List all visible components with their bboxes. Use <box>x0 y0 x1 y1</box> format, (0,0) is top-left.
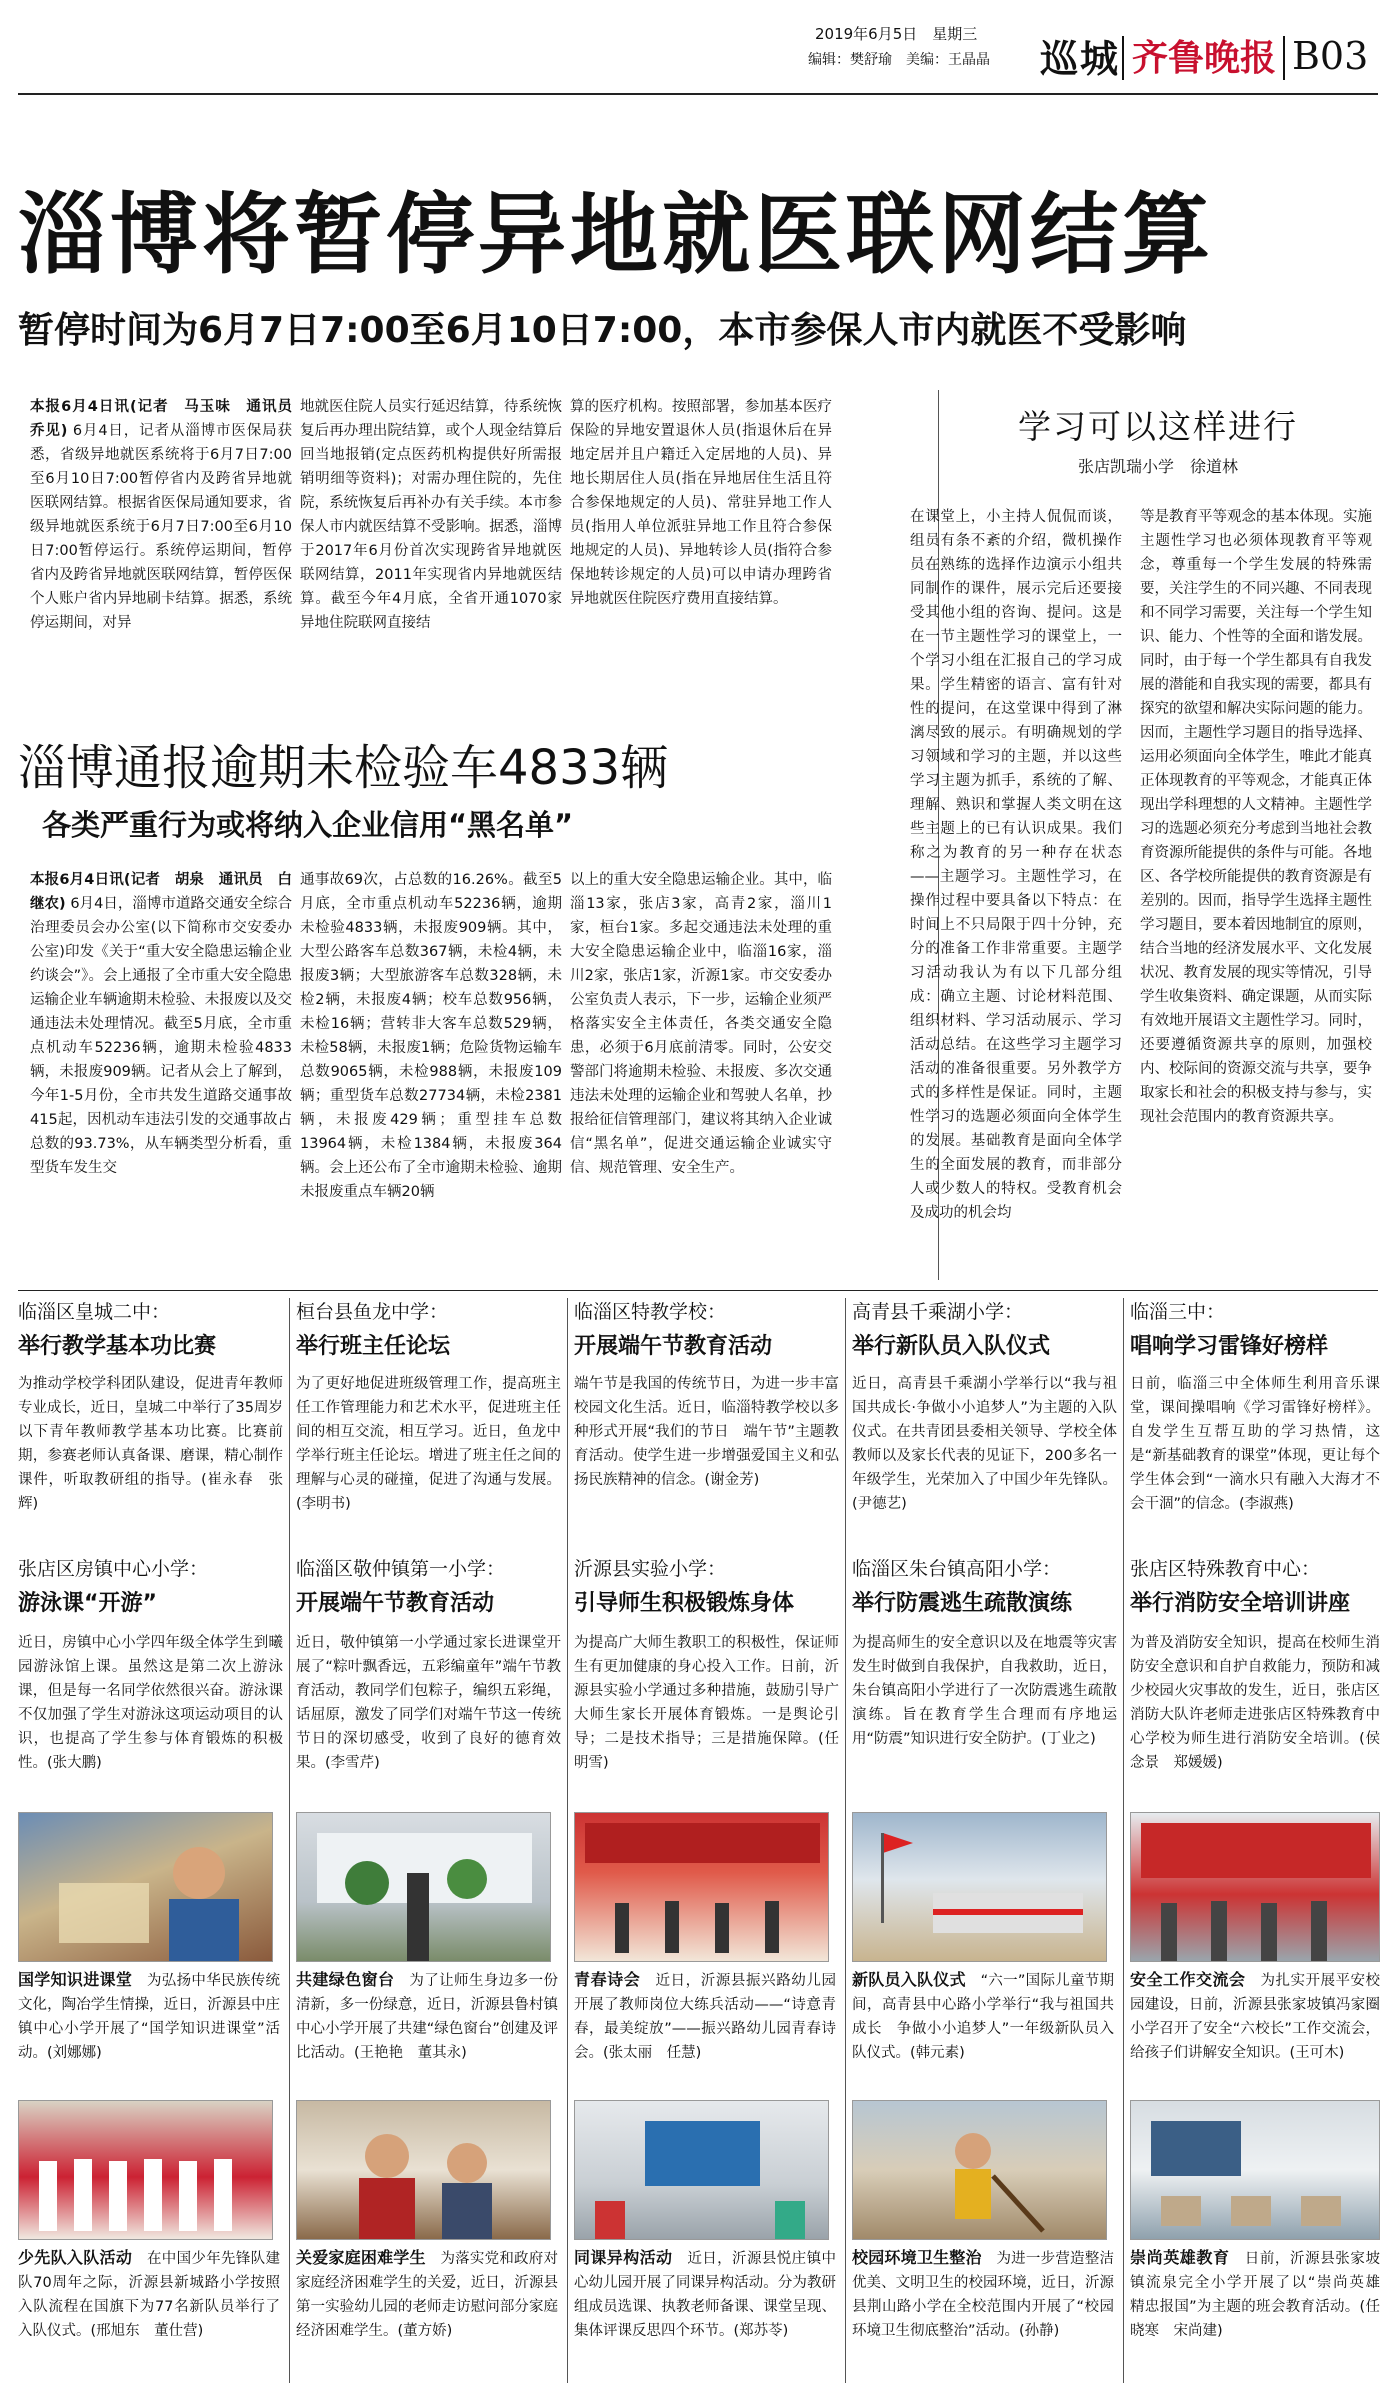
caption-credit: (王艳艳 董其永) <box>354 2045 467 2061</box>
brief-school: 临淄区敬仲镇第一小学： <box>296 1558 506 1580</box>
brief-body: 端午节是我国的传统节日，为进一步丰富校园文化生活。近日，临淄特教学校以多种形式开展“我们的节日 端午节”主题教育活动。使学生进一步增强爱国主义和弘扬民族精神的信念。(谢金芳) <box>574 1376 839 1488</box>
photo-caption <box>574 2246 836 2371</box>
briefs-top-rule <box>18 1290 1378 1291</box>
brief-title: 举行教学基本功比赛 <box>18 1334 217 1359</box>
brief-body: 为提高师生的安全意识以及在地震等灾害发生时做到自我保护，自我救助，近日，朱台镇高阳小学进行了一次防震逃生疏散演练。旨在教育学生合理而有序地运用“防震”知识进行安全防护。(丁业之) <box>852 1635 1117 1747</box>
brief-item <box>574 1555 839 1823</box>
photo-pioneer-ceremony-graphic <box>19 2101 273 2240</box>
photo-caption <box>574 1968 836 2088</box>
lead-column-3: 算的医疗机构。按照部署，参加基本医疗保险的异地安置退休人员(指退休后在异地定居并且户籍迁入定居地的人员)、异地长期居住人员(指在异地居住生活且符合参保地规定的人员)、常驻异地工作人员(指用人单位派驻异地工作且符合参保地规定的人员)、异地转诊人员(指符合参保地转诊规定的人员)可以申请办理跨省异地就医住院医疗费用直接结算。 <box>570 399 832 607</box>
brief-school: 临淄区朱台镇高阳小学： <box>852 1558 1062 1580</box>
column-divider <box>845 1298 846 2383</box>
second-column-3: 以上的重大安全隐患运输企业。其中，临淄13家，张店3家，高青2家，淄川1家，桓台1家。多起交通违法未处理的重大安全隐患运输企业中，临淄16家，淄川2家，张店1家，沂源1家。市交安委办公室负责人表示，下一步，运输企业须严格落实安全主体责任，各类交通安全隐患，必须于6月底前清零。同时，公安交警部门将逾期未检验、未报废、多次交通违法未处理的运输企业和驾驶人名单，抄报给征信管理部门，建议将其纳入企业诚信“黑名单”，促进交通运输企业诚实守信、规范管理、安全生产。 <box>570 872 832 1176</box>
second-headline: 淄博通报逾期未检验车4833辆 <box>18 740 669 796</box>
caption-text: 在中国少年先锋队建队70周年之际，沂源县新城路小学按照入队流程在国旗下为77名新队员举行了入队仪式。 <box>18 2251 280 2339</box>
masthead-divider <box>1283 36 1285 80</box>
brief-body: 近日，敬仲镇第一小学通过家长进课堂开展了“粽叶飘香远，五彩编童年”端午节教育活动，教同学们包粽子，编织五彩绳，话屈原，激发了同学们对端午节这一传统节日的深切感受，收到了良好的德育效果。(李雪芹) <box>296 1635 561 1771</box>
photo-caption <box>852 1968 1114 2088</box>
brief-item <box>574 1298 839 1540</box>
caption-text: “六一”国际儿童节期间，高青县中心路小学举行“我与祖国共成长 争做小小追梦人”一年级新队员入队仪式。 <box>852 1973 1114 2061</box>
second-dateline: 本报6月4日讯(记者 胡泉 通讯员 白继农) <box>30 872 292 912</box>
second-column-1 <box>30 868 292 1288</box>
photo-caption <box>296 1968 558 2088</box>
brief-item <box>1130 1555 1380 1823</box>
brief-body: 为普及消防安全知识，提高在校师生消防安全意识和自护自救能力，预防和减少校园火灾事故的发生，近日，张店区消防大队许老师走进张店区特殊教育中心学校为师生进行消防安全培训。(侯念景 郑媛媛) <box>1130 1635 1380 1771</box>
lead-text-1: 6月4日，记者从淄博市医保局获悉，省级异地就医系统将于6月7日7:00至6月10日7:00暂停省内及跨省异地就医联网结算。根据省医保局通知要求，省级异地就医系统于6月7日7:00至6月10日7:00暂停运行。系统停运期间，暂停省内及跨省异地就医联网结算，暂停医保个人账户省内异地刷卡结算。据悉，系统停运期间，对异 <box>30 423 292 631</box>
brief-school: 临淄区皇城二中： <box>18 1301 171 1323</box>
brief-title: 唱响学习雷锋好榜样 <box>1130 1334 1329 1359</box>
caption-title: 安全工作交流会 <box>1130 1970 1246 1989</box>
brief-item <box>296 1298 561 1540</box>
caption-title: 少先队入队活动 <box>18 2248 133 2267</box>
photo-green-windowsill <box>296 1812 551 1962</box>
caption-text: 日前，沂源县张家坡镇流泉完全小学开展了以“崇尚英雄 精忠报国”为主题的班会教育活动。 <box>1130 2251 1380 2315</box>
photo-safety-meeting-graphic <box>1131 1813 1380 1962</box>
caption-title: 关爱家庭困难学生 <box>296 2248 426 2267</box>
brief-title: 游泳课“开游” <box>18 1591 157 1616</box>
lead-headline: 淄博将暂停异地就医联网结算 <box>18 183 1215 286</box>
sidebar-column-1: 在课堂上，小主持人侃侃而谈，组员有条不紊的介绍，微机操作员在熟练的选择作边演示小组共同制作的课件，展示完后还要接受其他小组的咨询、提问。这是在一节主题性学习的课堂上，一个学习小组在汇报自己的学习成果。学生精密的语言、富有针对性的提问，在这堂课中得到了淋漓尽致的展示。有明确规划的学习领域和学习的主题，并以这些学习主题为抓手，系统的了解、理解、熟识和掌握人类文明在这些主题上的已有认识成果。我们称之为教育的另一种存在状态——主题学习。主题性学习，在操作过程中要具备以下特点：在时间上不只局限于四十分钟，充分的准备工作非常重要。主题学习活动我认为有以下几部分组成：确立主题、讨论材料范围、组织材料、学习活动展示、学习活动总结。在这些学习主题学习活动的准备很重要。另外教学方式的多样性是保证。同时，主题性学习的选题必须面向全体学生的发展。基础教育是面向全体学生的全面发展的教育，而非部分人或少数人的特权。受教育机会及成功的机会均 <box>910 509 1122 1221</box>
brief-title: 举行防震逃生疏散演练 <box>852 1591 1073 1616</box>
photo-caption <box>1130 2246 1380 2371</box>
photo-classroom-lesson <box>574 2100 829 2240</box>
photo-safety-meeting <box>1130 1812 1380 1962</box>
brief-title: 举行新队员入队仪式 <box>852 1334 1051 1359</box>
newspaper-logo: 齐鲁晚报 <box>1132 37 1277 79</box>
top-rule <box>18 93 1378 95</box>
sidebar-column-2: 等是教育平等观念的基本体现。实施主题性学习也必须体现教育平等观念，尊重每一个学生发展的特殊需要，关注学生的不同兴趣、不同表现和不同学习需要，关注每一个学生知识、能力、个性等的全面和谐发展。同时，由于每一个学生都具有自我发展的潜能和自我实现的需要，都具有探究的欲望和解决实际问题的能力。因而，主题性学习题目的指导选择、运用必须面向全体学生，唯此才能真正体现教育的平等观念，才能真正体现出学科理想的人文精神。主题性学习的选题必须充分考虑到当地社会教育资源所能提供的条件与可能。各地区、各学校所能提供的教育资源是有差别的。因而，指导学生选择主题性学习题目，要本着因地制宜的原则，结合当地的经济发展水平、文化发展状况、教育发展的现实等情况，引导学生收集资料、确定课题，从而实际有效地开展语文主题性学习。同时，还要遵循资源共享的原则，加强校内、校际间的资源交流与共享，要争取家长和社会的积极支持与参与，实现社会范围内的教育资源共享。 <box>1140 509 1372 1125</box>
caption-text: 为进一步营造整洁优美、文明卫生的校园环境，近日，沂源县荆山路小学在全校范围内开展了“校园环境卫生彻底整治”活动。 <box>852 2251 1114 2339</box>
photo-young-pioneers <box>852 1812 1107 1962</box>
brief-title: 举行班主任论坛 <box>296 1334 451 1359</box>
caption-title: 同课异构活动 <box>574 2248 673 2267</box>
caption-text: 为落实党和政府对家庭经济困难学生的关爱，近日，沂源县第一实验幼儿园的老师走访慰问部分家庭经济困难学生。 <box>296 2251 558 2339</box>
brief-body: 日前，临淄三中全体师生利用音乐课堂，课间操唱响《学习雷锋好榜样》。自发学生互帮互助的学习热情，这是“新基础教育的课堂”体现，更让每个学生体会到“一滴水只有融入大海才不会干涸”的信念。(李淑燕) <box>1130 1376 1380 1512</box>
brief-item <box>852 1298 1117 1540</box>
brief-school: 桓台县鱼龙中学： <box>296 1301 449 1323</box>
photo-poetry-stage <box>574 1812 829 1962</box>
section-name: 巡城 <box>1040 37 1121 81</box>
second-column-2: 通事故69次，占总数的16.26%。截至5月底，全市重点机动车52236辆，逾期未检验4833辆，未报废909辆。其中，大型公路客车总数367辆，未检4辆，未报废3辆；大型旅游客车总数328辆，未检2辆，未报废4辆；校车总数956辆，未检16辆；营转非大客车总数529辆，未检58辆，未报废1辆；危险货物运输车总数9065辆，未检988辆，未报废109辆；重型货车总数27734辆，未检2381辆，未报废429辆；重型挂车总数13964辆，未检1384辆，未报废364辆。会上还公布了全市逾期未检验、逾期未报废重点车辆20辆 <box>300 872 562 1200</box>
lead-column-1 <box>30 395 292 725</box>
sidebar-title: 学习可以这样进行 <box>1018 407 1298 446</box>
brief-body: 为提高广大师生教职工的积极性，保证师生有更加健康的身心投入工作。日前，沂源县实验小学通过多种措施，鼓励引导广大师生家长开展体育锻炼。一是舆论引导；二是技术指导；三是措施保障。(任明雪) <box>574 1635 839 1771</box>
brief-item <box>852 1555 1117 1823</box>
column-divider <box>567 1298 568 2383</box>
brief-item <box>296 1555 561 1823</box>
lead-subhead: 暂停时间为6月7日7:00至6月10日7:00，本市参保人市内就医不受影响 <box>18 310 1187 351</box>
brief-item <box>1130 1298 1380 1540</box>
brief-school: 张店区房镇中心小学： <box>18 1558 209 1580</box>
caption-credit: (郑苏苓) <box>733 2323 789 2339</box>
photo-campus-cleanup <box>852 2100 1107 2240</box>
brief-school: 临淄三中： <box>1130 1301 1226 1323</box>
caption-text: 近日，沂源县悦庄镇中心幼儿园开展了同课异构活动。分为教研组成员选课、执教老师备课、课堂呈现、集体评课反思四个环节。 <box>574 2251 836 2339</box>
photo-green-windowsill-graphic <box>297 1813 551 1962</box>
photo-hero-class <box>1130 2100 1380 2240</box>
photo-classroom-lesson-graphic <box>575 2101 829 2240</box>
photo-campus-cleanup-graphic <box>853 2101 1107 2240</box>
caption-credit: (刘娜娜) <box>47 2045 102 2061</box>
column-divider <box>289 1298 290 2383</box>
brief-item <box>18 1555 283 1823</box>
brief-title: 开展端午节教育活动 <box>574 1334 773 1359</box>
brief-item <box>18 1298 283 1540</box>
photo-poetry-stage-graphic <box>575 1813 829 1962</box>
masthead-divider <box>1122 36 1124 80</box>
caption-credit: (韩元素) <box>910 2045 965 2061</box>
page-number: B03 <box>1292 34 1369 78</box>
brief-body: 近日，高青县千乘湖小学举行以“我与祖国共成长·争做小小追梦人”为主题的入队仪式。在共青团县委相关领导、学校全体教师以及家长代表的见证下，200多名一年级学生，光荣加入了中国少年先锋队。(尹德艺) <box>852 1376 1117 1512</box>
photo-caption <box>852 2246 1114 2371</box>
lead-column-2: 地就医住院人员实行延迟结算，待系统恢复后再办理出院结算，或个人现金结算后回当地报销(定点医药机构提供好所需报销明细等资料)；对需办理住院的，先住院，系统恢复后再补办有关手续。本市参保人市内就医结算不受影响。据悉，淄博于2017年6月份首次实现跨省异地就医联网结算，2011年实现省内异地就医结算。截至今年4月底，全省开通1070家异地住院联网直接结 <box>300 399 562 631</box>
photo-caption <box>18 2246 280 2371</box>
caption-text: 为弘扬中华民族传统文化，陶冶学生情操，近日，沂源县中庄镇中心小学开展了“国学知识进课堂”活动。 <box>18 1973 280 2061</box>
caption-title: 新队员入队仪式 <box>852 1970 966 1989</box>
brief-school: 临淄区特教学校： <box>574 1301 727 1323</box>
photo-caption <box>18 1968 280 2088</box>
photo-young-pioneers-graphic <box>853 1813 1107 1962</box>
caption-title: 青春诗会 <box>574 1970 641 1989</box>
brief-title: 举行消防安全培训讲座 <box>1130 1591 1351 1616</box>
brief-school: 高青县千乘湖小学： <box>852 1301 1024 1323</box>
brief-body: 近日，房镇中心小学四年级全体学生到曦园游泳馆上课。虽然这是第二次上游泳课，但是每一名同学依然很兴奋。游泳课不仅加强了学生对游泳这项运动项目的认识，也提高了学生参与体育锻炼的积极性。(张大鹏) <box>18 1635 283 1771</box>
caption-title: 共建绿色窗台 <box>296 1970 395 1989</box>
caption-text: 为扎实开展平安校园建设，日前，沂源县张家坡镇冯家圈小学召开了安全“六校长”工作交流会，给孩子们讲解安全知识。 <box>1130 1973 1380 2061</box>
brief-title: 引导师生积极锻炼身体 <box>574 1591 795 1616</box>
photo-caption <box>296 2246 558 2371</box>
caption-credit: (邢旭东 董仕营) <box>90 2323 204 2339</box>
editors-line: 编辑：樊舒瑜 美编：王晶晶 <box>808 52 990 68</box>
lead-dateline: 本报6月4日讯(记者 马玉味 通讯员 乔见) <box>30 399 292 439</box>
photo-family-visit-graphic <box>297 2101 551 2240</box>
caption-title: 崇尚英雄教育 <box>1130 2248 1230 2267</box>
brief-body: 为推动学校学科团队建设，促进青年教师专业成长，近日，皇城二中举行了35周岁以下青年教师教学基本功比赛。比赛前期，参赛老师认真备课、磨课，精心制作课件，听取教研组的指导。(崔永春 张辉) <box>18 1376 283 1512</box>
caption-credit: (张太丽 任慧) <box>603 2045 702 2061</box>
photo-caption <box>1130 1968 1380 2088</box>
caption-credit: (王可木) <box>1289 2045 1345 2061</box>
caption-credit: (任晓寒 宋尚建) <box>1130 2299 1380 2339</box>
brief-school: 沂源县实验小学： <box>574 1558 727 1580</box>
photo-students-reading <box>18 1812 273 1962</box>
sidebar-byline: 张店凯瑞小学 徐道林 <box>1077 457 1238 476</box>
photo-hero-class-graphic <box>1131 2101 1380 2240</box>
second-subhead: 各类严重行为或将纳入企业信用“黑名单” <box>42 808 574 842</box>
photo-pioneer-ceremony <box>18 2100 273 2240</box>
caption-credit: (孙静) <box>1019 2323 1060 2339</box>
second-text-1: 6月4日，淄博市道路交通安全综合治理委员会办公室(以下简称市交安委办公室)印发《关于“重大安全隐患运输企业约谈会”》。会上通报了全市重大安全隐患运输企业车辆逾期未检验、未报废以及交通违法未处理情况。截至5月底，全市重点机动车52236辆，逾期未检验4833辆，未报废909辆。记者从会上了解到，今年1-5月份，全市共发生道路交通事故415起，因机动车违法引发的交通事故占总数的93.73%，从车辆类型分析看，重型货车发生交 <box>30 896 292 1176</box>
brief-body: 为了更好地促进班级管理工作，提高班主任工作管理能力和艺术水平，促进班主任间的相互交流，相互学习。近日，鱼龙中学举行班主任论坛。增进了班主任之间的理解与心灵的碰撞，促进了沟通与发展。(李明书) <box>296 1376 561 1512</box>
photo-students-reading-graphic <box>19 1813 273 1962</box>
caption-title: 校园环境卫生整治 <box>852 2248 982 2267</box>
caption-text: 近日，沂源县振兴路幼儿园开展了教师岗位大练兵活动——“诗意青春，最美绽放”——振兴路幼儿园青春诗会。 <box>574 1973 836 2061</box>
photo-family-visit <box>296 2100 551 2240</box>
caption-credit: (董方娇) <box>397 2323 453 2339</box>
caption-title: 国学知识进课堂 <box>18 1970 133 1989</box>
issue-date: 2019年6月5日 星期三 <box>815 25 978 43</box>
column-divider <box>1123 1298 1124 2383</box>
brief-school: 张店区特殊教育中心： <box>1130 1558 1321 1580</box>
caption-text: 为了让师生身边多一份清新，多一份绿意，近日，沂源县鲁村镇中心小学开展了共建“绿色窗台”创建及评比活动。 <box>296 1973 558 2061</box>
brief-title: 开展端午节教育活动 <box>296 1591 495 1616</box>
